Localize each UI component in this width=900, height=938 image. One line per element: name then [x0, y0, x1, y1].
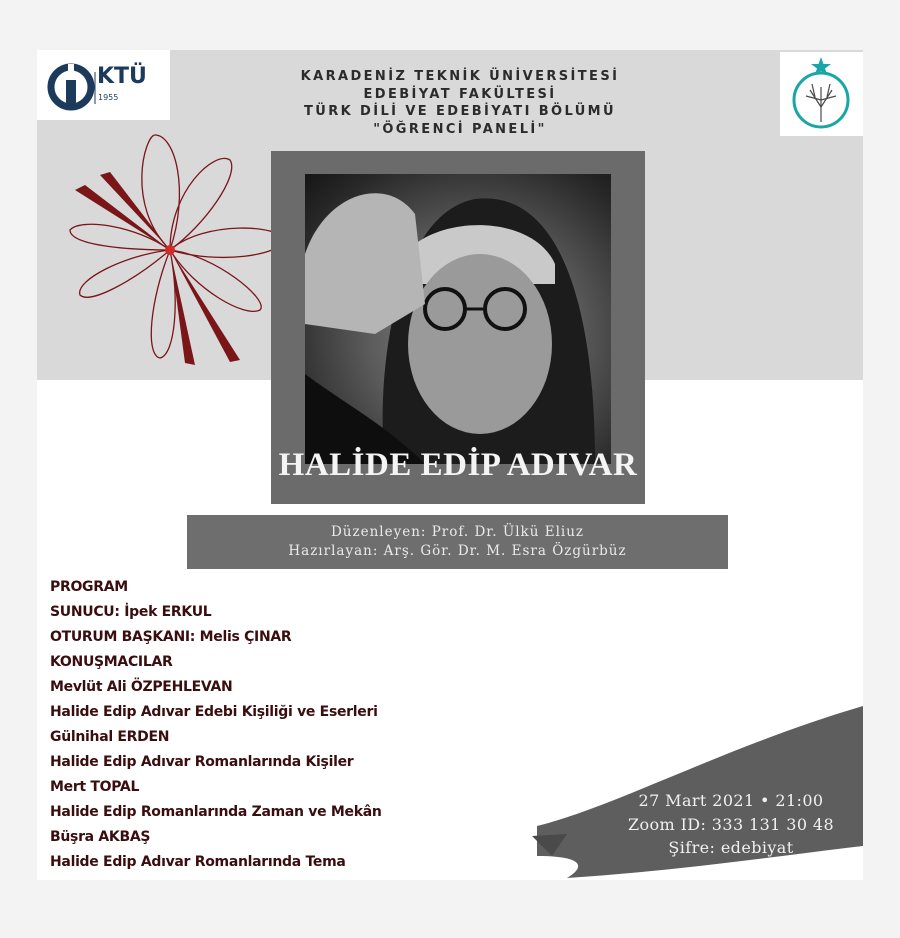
faculty-name: EDEBİYAT FAKÜLTESİ: [363, 86, 557, 102]
faculty-logo: [780, 52, 863, 136]
speakers-title: KONUŞMACILAR: [50, 654, 173, 670]
ktu-logo-year: 1955: [98, 93, 119, 102]
organized-by: Düzenleyen: Prof. Dr. Ülkü Eliuz: [330, 524, 585, 540]
ktu-logo-letters: KTÜ: [97, 64, 147, 89]
program-item: Halide Edip Adıvar Romanlarında Kişiler: [50, 754, 354, 770]
portrait-figure-icon: [305, 174, 611, 464]
program-item: Halide Edip Adıvar Romanlarında Tema: [50, 854, 346, 870]
crescent-tree-icon: [780, 52, 863, 136]
university-name: KARADENİZ TEKNİK ÜNİVERSİTESİ: [300, 69, 620, 84]
program-item: Büşra AKBAŞ: [50, 829, 151, 845]
program-item: Mevlüt Ali ÖZPEHLEVAN: [50, 679, 233, 695]
program-list: [50, 575, 550, 875]
program-chair: OTURUM BAŞKANI: Melis ÇINAR: [50, 629, 292, 645]
program-title: PROGRAM: [50, 579, 128, 595]
program-item: Halide Edip Adıvar Edebi Kişiliği ve Eserleri: [50, 704, 378, 720]
prepared-by: Hazırlayan: Arş. Gör. Dr. M. Esra Özgürbüz: [288, 543, 627, 559]
portrait-frame: [271, 151, 645, 504]
department-name: TÜRK DİLİ VE EDEBİYATI BÖLÜMÜ: [304, 104, 616, 119]
program-item: Halide Edip Romanlarında Zaman ve Mekân: [50, 804, 382, 820]
flower-illustration-icon: [55, 130, 300, 370]
portrait-photo: [305, 174, 611, 464]
zoom-id: Zoom ID: 333 131 30 48: [627, 814, 835, 834]
program-item: Mert TOPAL: [50, 779, 140, 795]
event-info: [615, 789, 847, 860]
program-item: Gülnihal ERDEN: [50, 729, 170, 745]
zoom-password: Şifre: edebiyat: [668, 838, 794, 857]
poster: [37, 50, 863, 880]
program-host: SUNUCU: İpek ERKUL: [50, 604, 212, 620]
header-title-block: [237, 68, 683, 138]
ktu-logo: [37, 50, 170, 120]
event-datetime: 27 Mart 2021 • 21:00: [638, 791, 824, 810]
portrait-name: HALİDE EDİP ADIVAR: [278, 447, 638, 483]
event-name: "ÖĞRENCİ PANELİ": [373, 121, 547, 137]
organizer-box: [187, 515, 728, 569]
